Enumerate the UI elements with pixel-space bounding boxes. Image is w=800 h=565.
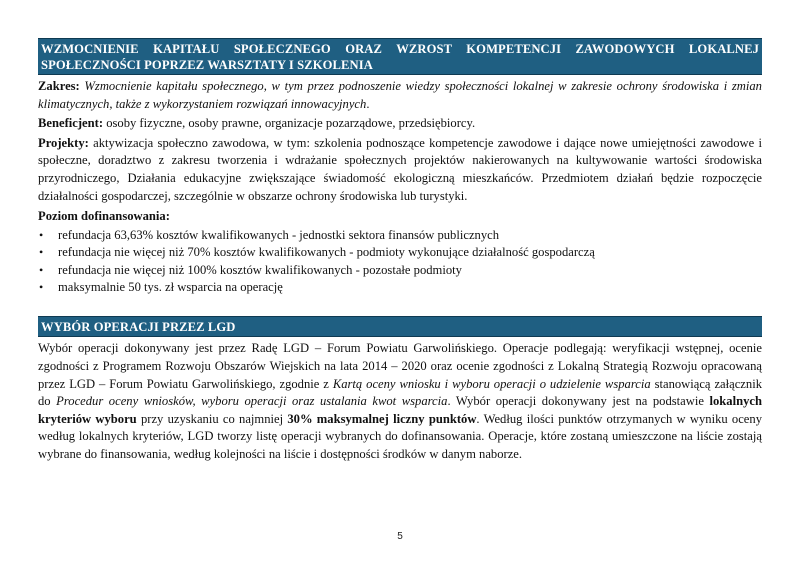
projekty-label: Projekty:: [38, 135, 89, 150]
list-item: [38, 262, 762, 279]
bullet-dot-icon: •: [39, 228, 44, 243]
section-spacer: [38, 296, 762, 316]
wybor-operacji-paragraph: [38, 340, 762, 463]
karta-oceny-title: Kartą oceny wniosku i wyboru operacji o udzielenie wsparcia: [332, 376, 651, 391]
minimum-points-text: 30% maksymalnej liczny punktów: [287, 411, 477, 426]
list-item-text: refundacja nie więcej niż 100% kosztów kwalifikowanych - pozostałe podmioty: [58, 262, 462, 277]
section-header-wybor-operacji: WYBÓR OPERACJI PRZEZ LGD: [38, 316, 762, 337]
zakres-label: Zakres:: [38, 79, 80, 93]
page-number: 5: [397, 531, 403, 542]
wybor-text-3: . Wybór operacji dokonywany jest na podstawie: [447, 394, 710, 409]
zakres-text: Wzmocnienie kapitału społecznego, w tym przez podnoszenie wiedzy społeczności lokalnej w zakresie ochrony środowiska i zmian klimatycznych, także z wykorzystaniem rozwiązań innowacyjnych: [38, 79, 762, 111]
wybor-text-1: Wybór operacji dokonywany jest przez Radę LGD – Forum Powiatu Garwolińskiego. Operacje podlegają: weryfikacji wstępnej, ocenie zgodności z Programem Rozwoju Obszarów Wiejskich na lata 2014 – 2020 oraz ocenie zgodności z Lokalną Strategią Rozwoju opracowaną przez LGD – Forum Powiatu Garwolińskiego, zgodnie z: [38, 341, 762, 391]
list-item-text: maksymalnie 50 tys. zł wsparcia na operację: [58, 280, 283, 295]
list-item: [38, 244, 762, 261]
poziom-dofinansowania-heading: Poziom dofinansowania:: [38, 209, 170, 224]
zakres-paragraph: [38, 78, 762, 113]
projekty-text: aktywizacja społeczno zawodowa, w tym: szkolenia podnoszące kompetencje zawodowe i dające nowe umiejętności zawodowe i społeczne, doradztwo z zakresu tworzenia i wdrażanie społecznych projektów nakierowanych na kultywowanie wartości środowiska przyrodniczego, Działania edukacyjne zwiększające świadomość ekologiczną mieszkańców. Przedmiotem działań będzie rozpoczęcie działalności gospodarczej, szczególnie w obszarze ochrony środowiska lub turystyki.: [38, 135, 762, 203]
section-header-wzmocnienie: WZMOCNIENIE KAPITAŁU SPOŁECZNEGO ORAZ WZROST KOMPETENCJI ZAWODOWYCH LOKALNEJ SPOŁECZNOŚCI POPRZEZ WARSZTATY I SZKOLENIA: [38, 38, 762, 75]
lokalnych-kryteriow-text: lokalnych kryteriów wyboru: [38, 394, 762, 426]
document-page: [38, 38, 762, 464]
bullet-dot-icon: •: [39, 262, 44, 277]
funding-list: [38, 227, 762, 296]
bullet-dot-icon: •: [39, 280, 44, 295]
projekty-paragraph: [38, 135, 762, 205]
wybor-text-2: stanowiącą załącznik do: [38, 376, 762, 409]
list-item-text: refundacja 63,63% kosztów kwalifikowanych - jednostki sektora finansów publicznych: [58, 228, 500, 243]
beneficjent-text: osoby fizyczne, osoby prawne, organizacje pozarządowe, przedsiębiorcy.: [103, 116, 476, 131]
bullet-dot-icon: •: [39, 245, 44, 260]
procedur-oceny-title: Procedur oceny wniosków, wyboru operacji oraz ustalania kwot wsparcia: [56, 394, 448, 409]
beneficjent-label: Beneficjent:: [38, 116, 104, 131]
list-item: [38, 279, 762, 296]
wybor-text-4: przy uzyskaniu co najmniej: [136, 411, 288, 426]
zakres-end: .: [366, 96, 370, 111]
wybor-text-5: . Według ilości punktów otrzymanych w wyniku oceny według lokalnych kryteriów, LGD tworzy listę operacji wybranych do dofinansowania. Operacje, które zostaną umieszczone na liście zostają wybrane do finansowania, według kolejności na liście i dostępności środków w danym naborze.: [38, 411, 762, 461]
list-item-text: refundacja nie więcej niż 70% kosztów kwalifikowanych - podmioty wykonujące działalność gospodarczą: [58, 245, 595, 260]
beneficjent-paragraph: [38, 115, 762, 133]
list-item: [38, 227, 762, 244]
